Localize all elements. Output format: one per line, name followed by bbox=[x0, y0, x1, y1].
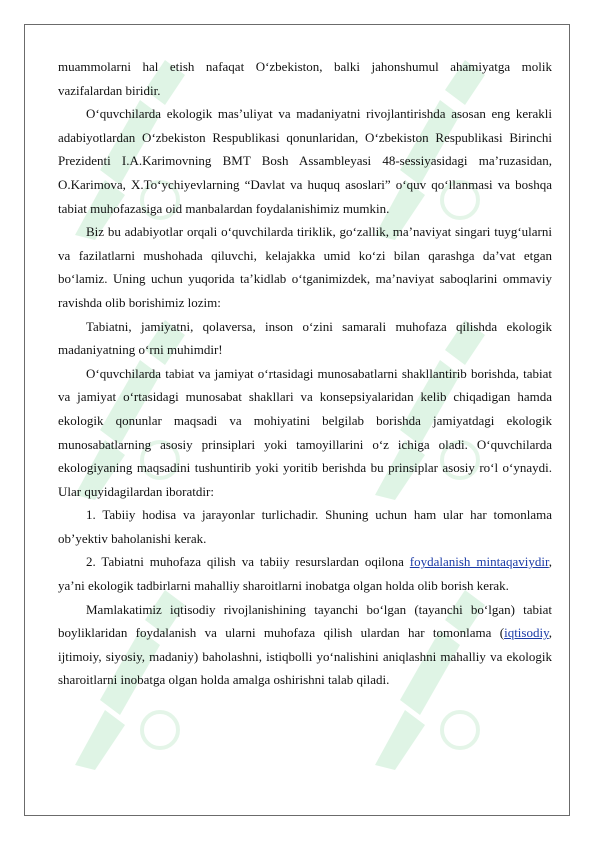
paragraph: O‘quvchilarda tabiat va jamiyat o‘rtasidagi munosabatlarni shakllantirib borishda, tabiat va jamiyat o‘rtasidagi munosabat shakllari va konsepsiyalaridan kelib chiqadigan hamda ekologik qonunlar maqsadi va mohiyatini belgilab borishda jamiyatdagi ekologik munosabatlarning asosiy prinsiplari yoki tamoyillarini o‘z ichiga oladi. O‘quvchilarda ekologiyaning maqsadini tushuntirib yoki yoritib berishda bu prinsiplar asosiy ro‘l o‘ynaydi. Ular quyidagilardan iboratdir: bbox=[58, 365, 552, 499]
foydalanish-link[interactable]: foydalanish mintaqaviydir bbox=[409, 554, 549, 570]
paragraph: Biz bu adabiyotlar orqali o‘quvchilarda tiriklik, go‘zallik, ma’naviyat singari tuyg‘ularni va fazilatlarni mushohada qiluvchi, kelajakka umid ko‘zi bilan qarashga da’vat etgan bo‘lamiz. Uning uchun yuqorida ta’kidlab o‘tganimizdek, ma’naviyat saboqlarini ommaviy ravishda olib borishimiz lozim: bbox=[58, 224, 552, 310]
paragraph: Tabiatni, jamiyatni, qolaversa, inson o‘zini samarali muhofaza qilishda ekologik madaniyatning o‘rni muhimdir! bbox=[58, 318, 552, 358]
paragraph-text: 2. Tabiatni muhofaza qilish va tabiiy resurslardan oqilona bbox=[86, 554, 410, 570]
document-body bbox=[58, 55, 552, 692]
iqtisodiy-link[interactable]: iqtisodiy bbox=[504, 625, 549, 641]
paragraph-text: , ya’ni ekologik tadbirlarni mahalliy sharoitlarni inobatga olgan holda olib borish kerak. bbox=[58, 554, 553, 594]
paragraph bbox=[58, 598, 552, 692]
list-item bbox=[58, 550, 552, 597]
paragraph: muammolarni hal etish nafaqat O‘zbekiston, balki jahonshumul ahamiyatga molik vazifalardan biridir. bbox=[58, 59, 552, 98]
paragraph-text: , ijtimoiy, siyosiy, madaniy) baholashni, istiqbolli yo‘nalishini aniqlashni mahalliy va ekologik sharoitlarni inobatga olgan holda amalga oshirishni talab qiladi. bbox=[58, 625, 552, 688]
paragraph-text: Mamlakatimiz iqtisodiy rivojlanishining tayanchi bo‘lgan (tayanchi bo‘lgan) tabiat boyliklaridan foydalanish va ularni muhofaza qilish ulardan har tomonlama ( bbox=[58, 601, 552, 641]
list-item: 1. Tabiiy hodisa va jarayonlar turlichadir. Shuning uchun ham ular har tomonlama ob’yektiv baholanishi kerak. bbox=[58, 507, 552, 546]
paragraph: O‘quvchilarda ekologik mas’uliyat va madaniyatni rivojlantirishda asosan eng kerakli adabiyotlardan O‘zbekiston Respublikasi qonunlaridan, O‘zbekiston Respublikasi Birinchi Prezidenti I.A.Karimovning BMT Bosh Assambleyasi 48-sessiyasidagi ma’ruzasidan, O.Karimova, X.To‘ychiyevlarning “Davlat va huquq asoslari” o‘quv qo‘llanmasi va boshqa tabiat muhofazasiga oid manbalardan foydalanishimiz mumkin. bbox=[58, 106, 552, 216]
